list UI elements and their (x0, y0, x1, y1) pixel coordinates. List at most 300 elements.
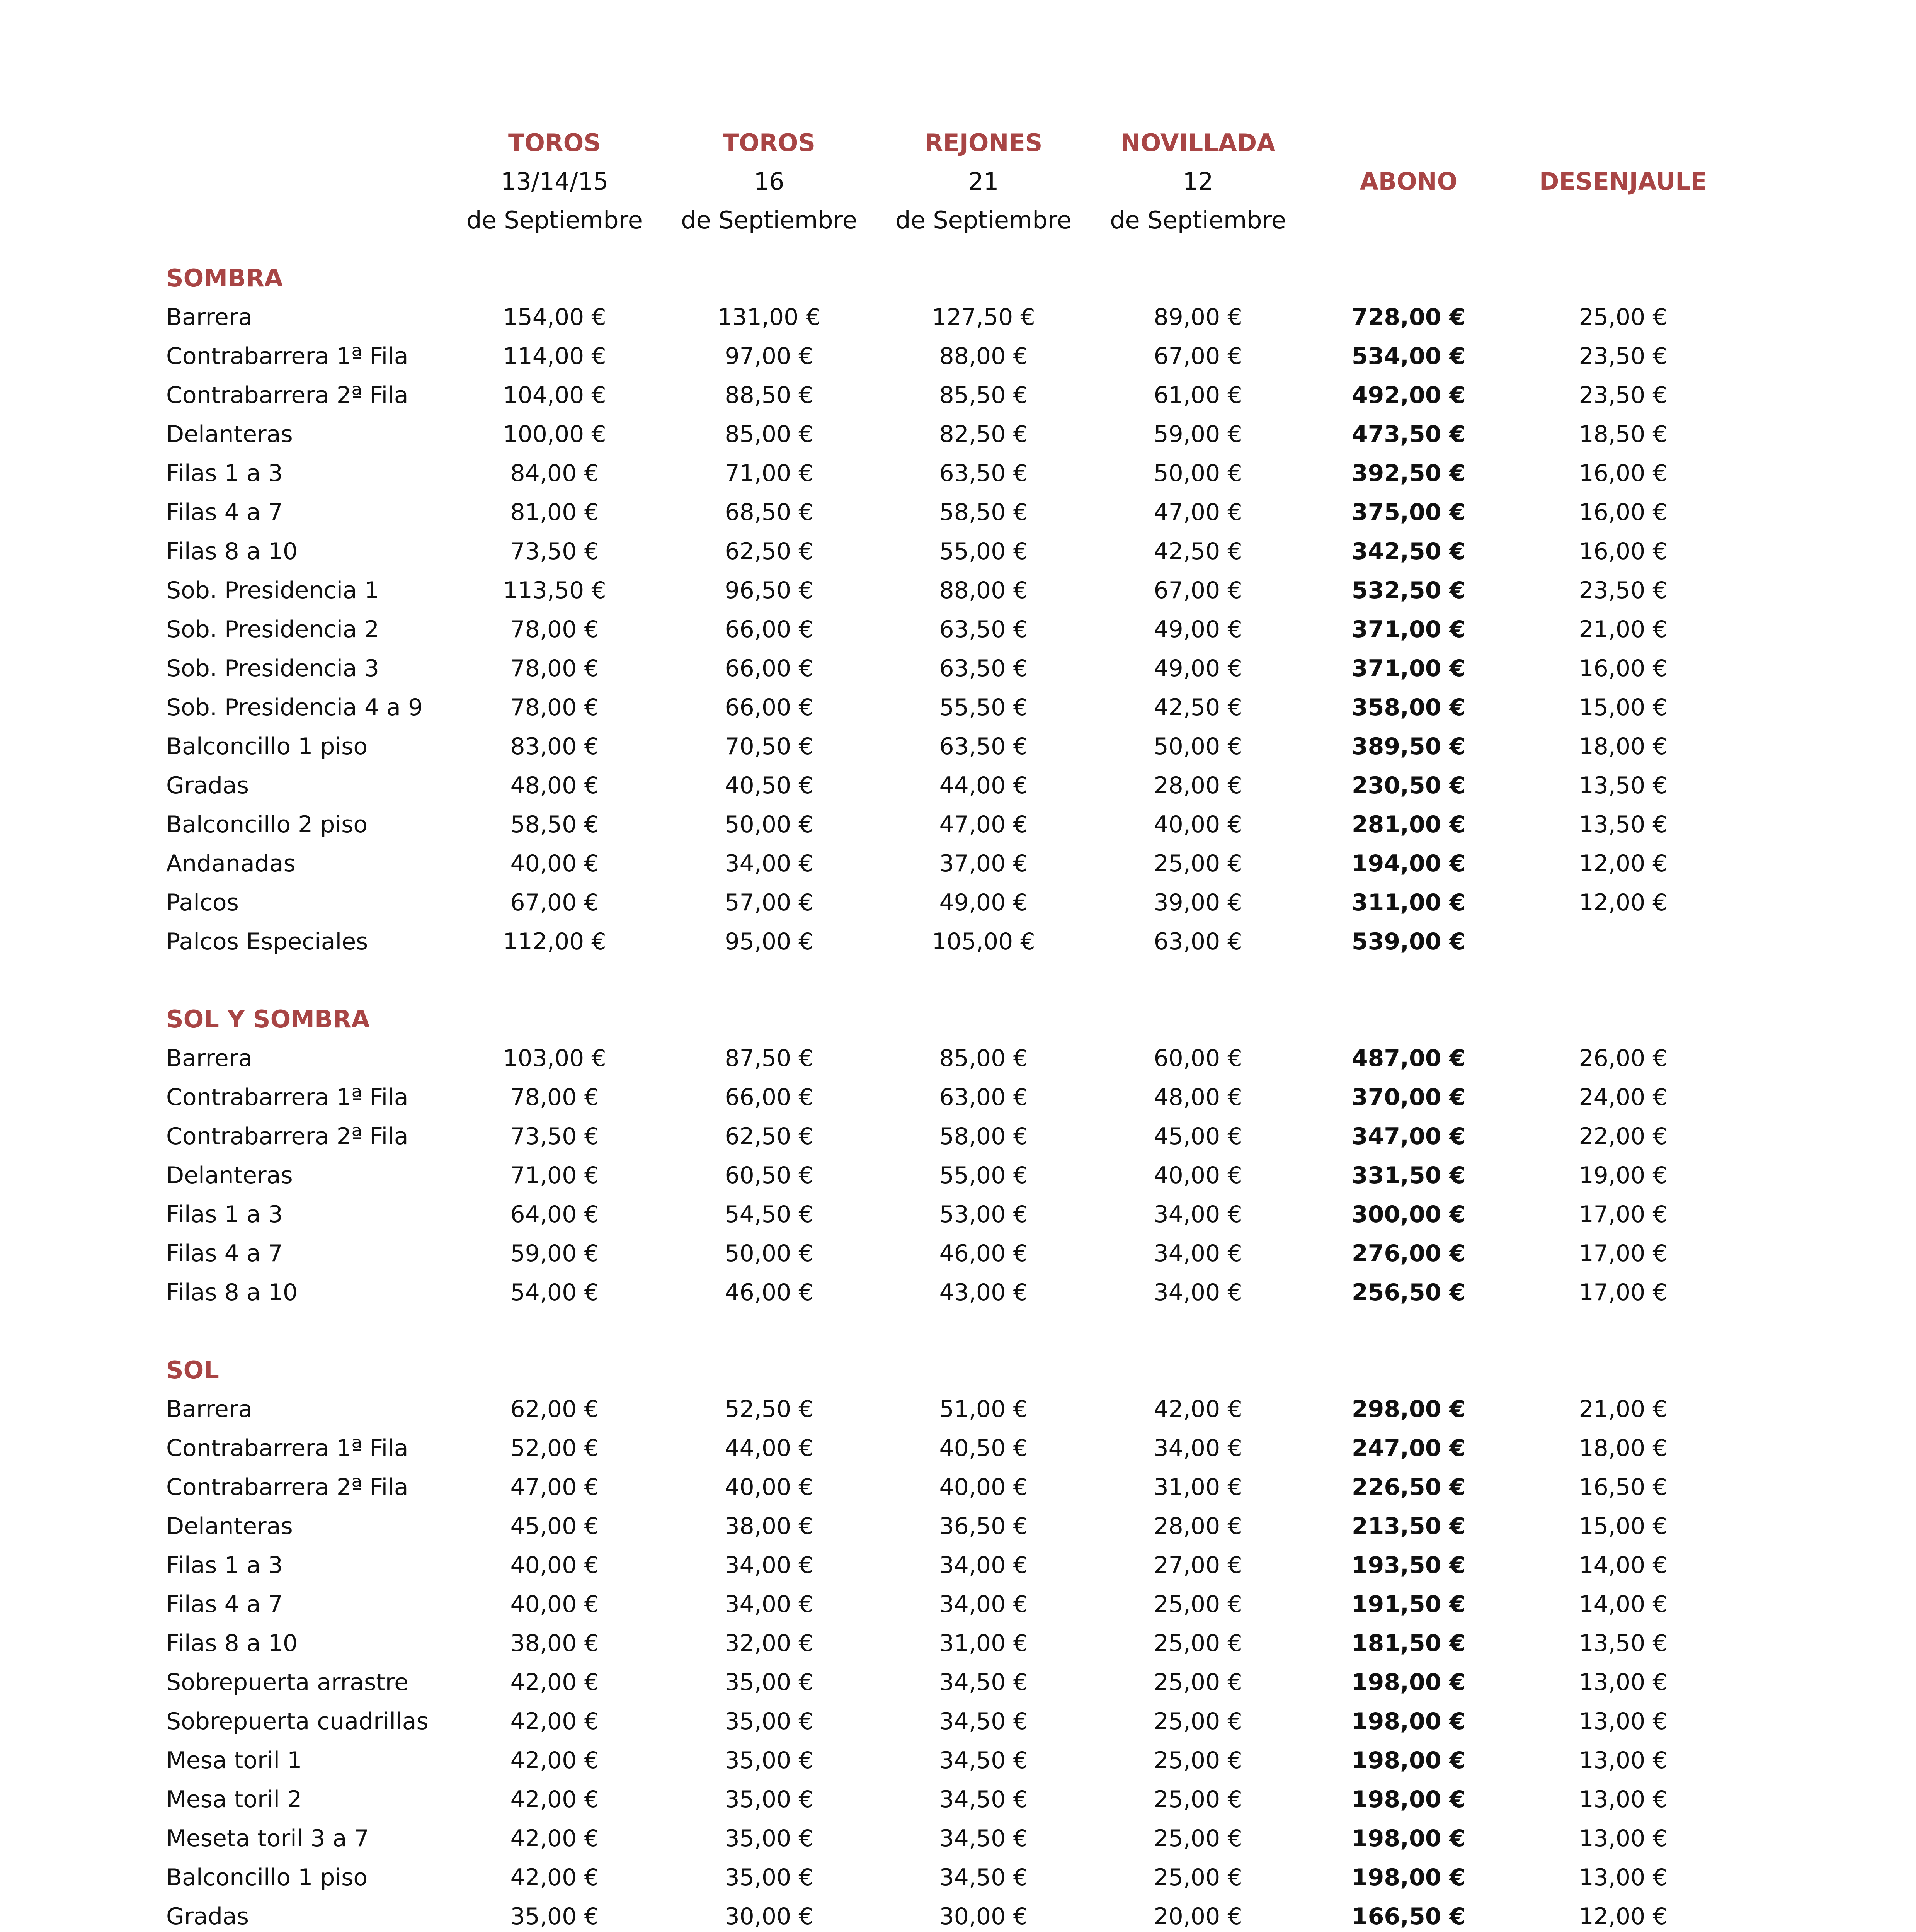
price-cell: 34,00 € (939, 1591, 1028, 1618)
column-header-date: 21 (968, 167, 999, 196)
price-cell: 113,50 € (503, 577, 606, 604)
column-header-title: TOROS (722, 129, 816, 157)
price-cell: 60,50 € (725, 1162, 813, 1189)
price-cell: 16,00 € (1579, 655, 1668, 682)
row-label: Sobrepuerta arrastre (166, 1669, 409, 1696)
table-row (0, 298, 1916, 337)
price-cell: 34,00 € (1154, 1279, 1242, 1306)
price-cell: 66,00 € (725, 655, 813, 682)
price-cell: 67,00 € (1154, 343, 1242, 370)
price-cell: 70,50 € (725, 733, 813, 760)
column-header-month: de Septiembre (466, 206, 643, 234)
price-cell: 66,00 € (725, 616, 813, 643)
price-cell: 95,00 € (725, 928, 813, 955)
abono-price: 198,00 € (1351, 1747, 1466, 1774)
row-label: Contrabarrera 1ª Fila (166, 1435, 408, 1462)
price-cell: 31,00 € (939, 1630, 1028, 1657)
row-label: Mesa toril 1 (166, 1747, 302, 1774)
price-cell: 42,00 € (510, 1669, 599, 1696)
price-cell: 27,00 € (1154, 1552, 1242, 1579)
price-cell: 34,50 € (939, 1825, 1028, 1852)
abono-price: 191,50 € (1351, 1591, 1466, 1618)
abono-price: 298,00 € (1351, 1396, 1466, 1423)
price-cell: 85,00 € (725, 421, 813, 448)
price-cell: 63,50 € (939, 460, 1028, 487)
table-row (0, 727, 1916, 766)
table-row (0, 1195, 1916, 1234)
table-row (0, 1546, 1916, 1585)
price-cell: 38,00 € (725, 1513, 813, 1540)
price-cell: 40,50 € (939, 1435, 1028, 1462)
price-cell: 100,00 € (503, 421, 606, 448)
price-cell: 48,00 € (510, 772, 599, 799)
table-row (0, 337, 1916, 376)
abono-price: 311,00 € (1351, 889, 1466, 916)
abono-price: 193,50 € (1351, 1552, 1466, 1579)
price-cell: 55,50 € (939, 694, 1028, 721)
table-row (0, 1624, 1916, 1663)
table-row (0, 1897, 1916, 1932)
abono-price: 181,50 € (1351, 1630, 1466, 1657)
row-label: Filas 4 a 7 (166, 1591, 283, 1618)
price-cell: 44,00 € (725, 1435, 813, 1462)
price-cell: 14,00 € (1579, 1552, 1668, 1579)
price-cell: 84,00 € (510, 460, 599, 487)
price-cell: 48,00 € (1154, 1084, 1242, 1111)
abono-price: 198,00 € (1351, 1669, 1466, 1696)
abono-price: 389,50 € (1351, 733, 1466, 760)
price-cell: 40,00 € (510, 1552, 599, 1579)
table-row (0, 1429, 1916, 1468)
price-cell: 78,00 € (510, 694, 599, 721)
abono-price: 281,00 € (1351, 811, 1466, 838)
price-cell: 55,00 € (939, 1162, 1028, 1189)
price-cell: 16,00 € (1579, 499, 1668, 526)
price-cell: 34,00 € (1154, 1201, 1242, 1228)
price-cell: 49,00 € (1154, 616, 1242, 643)
row-label: Contrabarrera 2ª Fila (166, 382, 408, 409)
price-cell: 25,00 € (1154, 1786, 1242, 1813)
price-cell: 71,00 € (725, 460, 813, 487)
table-row (0, 922, 1916, 961)
table-row (0, 1741, 1916, 1780)
abono-price: 300,00 € (1351, 1201, 1466, 1228)
abono-price: 342,50 € (1351, 538, 1466, 565)
abono-price: 213,50 € (1351, 1513, 1466, 1540)
price-cell: 57,00 € (725, 889, 813, 916)
abono-price: 198,00 € (1351, 1786, 1466, 1813)
price-cell: 64,00 € (510, 1201, 599, 1228)
price-cell: 63,50 € (939, 616, 1028, 643)
abono-price: 728,00 € (1351, 304, 1466, 331)
row-label: Contrabarrera 1ª Fila (166, 343, 408, 370)
row-label: Filas 8 a 10 (166, 538, 298, 565)
row-label: Barrera (166, 304, 253, 331)
price-cell: 40,00 € (1154, 811, 1242, 838)
price-cell: 42,00 € (510, 1786, 599, 1813)
abono-price: 226,50 € (1351, 1474, 1466, 1501)
table-row (0, 766, 1916, 805)
row-label: Sobrepuerta cuadrillas (166, 1708, 429, 1735)
price-cell: 36,50 € (939, 1513, 1028, 1540)
price-cell: 54,00 € (510, 1279, 599, 1306)
price-cell: 58,50 € (939, 499, 1028, 526)
row-label: Mesa toril 2 (166, 1786, 302, 1813)
price-cell: 43,00 € (939, 1279, 1028, 1306)
price-cell: 50,00 € (1154, 733, 1242, 760)
price-cell: 54,50 € (725, 1201, 813, 1228)
price-cell: 34,50 € (939, 1786, 1028, 1813)
column-header-date: 13/14/15 (500, 167, 609, 196)
price-cell: 25,00 € (1154, 1669, 1242, 1696)
table-row (0, 649, 1916, 688)
table-row (0, 493, 1916, 532)
price-cell: 25,00 € (1154, 1591, 1242, 1618)
price-cell: 16,00 € (1579, 538, 1668, 565)
column-header-title: REJONES (924, 129, 1043, 157)
row-label: Filas 8 a 10 (166, 1630, 298, 1657)
abono-price: 247,00 € (1351, 1435, 1466, 1462)
price-cell: 42,00 € (1154, 1396, 1242, 1423)
row-label: Gradas (166, 772, 249, 799)
price-cell: 66,00 € (725, 1084, 813, 1111)
table-row (0, 844, 1916, 883)
price-cell: 14,00 € (1579, 1591, 1668, 1618)
price-cell: 42,00 € (510, 1864, 599, 1891)
price-cell: 25,00 € (1154, 1708, 1242, 1735)
price-cell: 13,00 € (1579, 1864, 1668, 1891)
table-row (0, 1819, 1916, 1858)
price-cell: 25,00 € (1154, 1747, 1242, 1774)
price-cell: 15,00 € (1579, 694, 1668, 721)
price-cell: 47,00 € (1154, 499, 1242, 526)
abono-price: 487,00 € (1351, 1045, 1466, 1072)
price-cell: 88,00 € (939, 343, 1028, 370)
table-row (0, 1663, 1916, 1702)
price-cell: 12,00 € (1579, 850, 1668, 877)
price-cell: 40,00 € (939, 1474, 1028, 1501)
price-cell: 19,00 € (1579, 1162, 1668, 1189)
price-cell: 82,50 € (939, 421, 1028, 448)
price-cell: 13,50 € (1579, 772, 1668, 799)
price-cell: 127,50 € (932, 304, 1035, 331)
table-row (0, 1078, 1916, 1117)
row-label: Filas 1 a 3 (166, 460, 283, 487)
price-cell: 13,50 € (1579, 1630, 1668, 1657)
price-cell: 12,00 € (1579, 1903, 1668, 1930)
price-cell: 25,00 € (1154, 1864, 1242, 1891)
price-cell: 39,00 € (1154, 889, 1242, 916)
column-header-date: 12 (1183, 167, 1213, 196)
price-cell: 35,00 € (725, 1864, 813, 1891)
column-header-title: DESENJAULE (1539, 167, 1707, 196)
price-cell: 42,00 € (510, 1708, 599, 1735)
row-label: Meseta toril 3 a 7 (166, 1825, 369, 1852)
abono-price: 371,00 € (1351, 655, 1466, 682)
abono-price: 256,50 € (1351, 1279, 1466, 1306)
row-label: Gradas (166, 1903, 249, 1930)
price-cell: 63,50 € (939, 733, 1028, 760)
price-cell: 62,50 € (725, 1123, 813, 1150)
column-header-month: de Septiembre (895, 206, 1072, 234)
price-cell: 49,00 € (1154, 655, 1242, 682)
table-row (0, 376, 1916, 415)
price-cell: 42,00 € (510, 1747, 599, 1774)
price-cell: 63,00 € (1154, 928, 1242, 955)
table-row (0, 1858, 1916, 1897)
price-cell: 20,00 € (1154, 1903, 1242, 1930)
abono-price: 230,50 € (1351, 772, 1466, 799)
table-row (0, 1507, 1916, 1546)
price-cell: 50,00 € (725, 811, 813, 838)
price-cell: 60,00 € (1154, 1045, 1242, 1072)
table-row (0, 1585, 1916, 1624)
table-row (0, 883, 1916, 922)
price-cell: 40,00 € (725, 1474, 813, 1501)
row-label: Filas 8 a 10 (166, 1279, 298, 1306)
table-row (0, 1702, 1916, 1741)
column-header-title: TOROS (508, 129, 601, 157)
abono-price: 473,50 € (1351, 421, 1466, 448)
row-label: Palcos Especiales (166, 928, 368, 955)
price-cell: 30,00 € (939, 1903, 1028, 1930)
price-cell: 18,50 € (1579, 421, 1668, 448)
price-cell: 35,00 € (510, 1903, 599, 1930)
price-cell: 13,00 € (1579, 1747, 1668, 1774)
abono-price: 347,00 € (1351, 1123, 1466, 1150)
abono-price: 198,00 € (1351, 1825, 1466, 1852)
price-cell: 45,00 € (1154, 1123, 1242, 1150)
table-row (0, 1468, 1916, 1507)
price-cell: 21,00 € (1579, 616, 1668, 643)
price-cell: 40,00 € (510, 850, 599, 877)
abono-price: 331,50 € (1351, 1162, 1466, 1189)
abono-price: 371,00 € (1351, 616, 1466, 643)
price-cell: 31,00 € (1154, 1474, 1242, 1501)
price-cell: 34,50 € (939, 1669, 1028, 1696)
table-row (0, 415, 1916, 454)
row-label: Barrera (166, 1396, 253, 1423)
price-cell: 73,50 € (510, 538, 599, 565)
table-row (0, 532, 1916, 571)
table-row (0, 1390, 1916, 1429)
row-label: Delanteras (166, 421, 293, 448)
price-cell: 25,00 € (1579, 304, 1668, 331)
price-cell: 15,00 € (1579, 1513, 1668, 1540)
price-cell: 23,50 € (1579, 577, 1668, 604)
row-label: Andanadas (166, 850, 296, 877)
row-label: Sob. Presidencia 2 (166, 616, 379, 643)
price-cell: 34,00 € (725, 850, 813, 877)
price-cell: 16,00 € (1579, 460, 1668, 487)
price-cell: 83,00 € (510, 733, 599, 760)
price-cell: 53,00 € (939, 1201, 1028, 1228)
table-row (0, 571, 1916, 610)
price-cell: 112,00 € (503, 928, 606, 955)
price-cell: 35,00 € (725, 1747, 813, 1774)
row-label: Contrabarrera 1ª Fila (166, 1084, 408, 1111)
row-label: Balconcillo 1 piso (166, 733, 368, 760)
price-cell: 68,50 € (725, 499, 813, 526)
table-row (0, 1039, 1916, 1078)
section-title: SOMBRA (166, 264, 283, 292)
row-label: Contrabarrera 2ª Fila (166, 1123, 408, 1150)
price-cell: 42,50 € (1154, 538, 1242, 565)
price-cell: 66,00 € (725, 694, 813, 721)
price-cell: 35,00 € (725, 1786, 813, 1813)
price-cell: 21,00 € (1579, 1396, 1668, 1423)
price-cell: 25,00 € (1154, 1825, 1242, 1852)
price-cell: 61,00 € (1154, 382, 1242, 409)
abono-price: 492,00 € (1351, 382, 1466, 409)
price-cell: 30,00 € (725, 1903, 813, 1930)
price-cell: 17,00 € (1579, 1240, 1668, 1267)
price-cell: 34,50 € (939, 1708, 1028, 1735)
abono-price: 198,00 € (1351, 1864, 1466, 1891)
price-cell: 34,00 € (1154, 1435, 1242, 1462)
price-cell: 59,00 € (1154, 421, 1242, 448)
abono-price: 276,00 € (1351, 1240, 1466, 1267)
row-label: Palcos (166, 889, 239, 916)
price-cell: 46,00 € (939, 1240, 1028, 1267)
price-cell: 51,00 € (939, 1396, 1028, 1423)
price-cell: 35,00 € (725, 1708, 813, 1735)
price-cell: 40,50 € (725, 772, 813, 799)
price-cell: 78,00 € (510, 616, 599, 643)
price-cell: 85,00 € (939, 1045, 1028, 1072)
price-cell: 63,00 € (939, 1084, 1028, 1111)
row-label: Delanteras (166, 1162, 293, 1189)
price-cell: 67,00 € (510, 889, 599, 916)
price-cell: 87,50 € (725, 1045, 813, 1072)
price-cell: 35,00 € (725, 1669, 813, 1696)
row-label: Filas 1 a 3 (166, 1552, 283, 1579)
abono-price: 534,00 € (1351, 343, 1466, 370)
row-label: Contrabarrera 2ª Fila (166, 1474, 408, 1501)
price-cell: 52,00 € (510, 1435, 599, 1462)
price-cell: 17,00 € (1579, 1279, 1668, 1306)
price-cell: 154,00 € (503, 304, 606, 331)
price-cell: 17,00 € (1579, 1201, 1668, 1228)
price-cell: 34,00 € (725, 1552, 813, 1579)
price-cell: 50,00 € (725, 1240, 813, 1267)
abono-price: 358,00 € (1351, 694, 1466, 721)
column-header-title: NOVILLADA (1120, 129, 1276, 157)
abono-price: 392,50 € (1351, 460, 1466, 487)
price-cell: 47,00 € (510, 1474, 599, 1501)
abono-price: 370,00 € (1351, 1084, 1466, 1111)
price-cell: 24,00 € (1579, 1084, 1668, 1111)
price-cell: 34,50 € (939, 1747, 1028, 1774)
abono-price: 539,00 € (1351, 928, 1466, 955)
price-cell: 12,00 € (1579, 889, 1668, 916)
price-cell: 55,00 € (939, 538, 1028, 565)
price-cell: 13,50 € (1579, 811, 1668, 838)
price-cell: 78,00 € (510, 655, 599, 682)
price-cell: 34,50 € (939, 1864, 1028, 1891)
row-label: Sob. Presidencia 1 (166, 577, 379, 604)
price-cell: 38,00 € (510, 1630, 599, 1657)
row-label: Balconcillo 2 piso (166, 811, 368, 838)
abono-price: 198,00 € (1351, 1708, 1466, 1735)
price-cell: 34,00 € (725, 1591, 813, 1618)
price-cell: 34,00 € (939, 1552, 1028, 1579)
price-cell: 13,00 € (1579, 1669, 1668, 1696)
price-cell: 40,00 € (510, 1591, 599, 1618)
price-cell: 89,00 € (1154, 304, 1242, 331)
price-cell: 25,00 € (1154, 850, 1242, 877)
price-cell: 62,50 € (725, 538, 813, 565)
price-cell: 45,00 € (510, 1513, 599, 1540)
price-cell: 114,00 € (503, 343, 606, 370)
price-cell: 105,00 € (932, 928, 1035, 955)
abono-price: 532,50 € (1351, 577, 1466, 604)
row-label: Sob. Presidencia 4 a 9 (166, 694, 423, 721)
price-cell: 78,00 € (510, 1084, 599, 1111)
column-header-month: de Septiembre (681, 206, 857, 234)
price-cell: 73,50 € (510, 1123, 599, 1150)
row-label: Barrera (166, 1045, 253, 1072)
row-label: Filas 4 a 7 (166, 1240, 283, 1267)
price-cell: 96,50 € (725, 577, 813, 604)
abono-price: 375,00 € (1351, 499, 1466, 526)
price-cell: 35,00 € (725, 1825, 813, 1852)
row-label: Filas 1 a 3 (166, 1201, 283, 1228)
price-cell: 97,00 € (725, 343, 813, 370)
price-cell: 47,00 € (939, 811, 1028, 838)
price-cell: 42,00 € (510, 1825, 599, 1852)
price-cell: 18,00 € (1579, 1435, 1668, 1462)
price-cell: 40,00 € (1154, 1162, 1242, 1189)
table-row (0, 1156, 1916, 1195)
table-row (0, 1780, 1916, 1819)
price-cell: 49,00 € (939, 889, 1028, 916)
price-cell: 13,00 € (1579, 1786, 1668, 1813)
price-cell: 28,00 € (1154, 772, 1242, 799)
row-label: Sob. Presidencia 3 (166, 655, 379, 682)
price-cell: 32,00 € (725, 1630, 813, 1657)
table-row (0, 805, 1916, 844)
price-cell: 37,00 € (939, 850, 1028, 877)
price-cell: 88,50 € (725, 382, 813, 409)
table-row (0, 1234, 1916, 1273)
abono-price: 166,50 € (1351, 1903, 1466, 1930)
price-cell: 22,00 € (1579, 1123, 1668, 1150)
price-cell: 42,50 € (1154, 694, 1242, 721)
price-cell: 26,00 € (1579, 1045, 1668, 1072)
price-cell (1526, 922, 1720, 961)
price-cell: 46,00 € (725, 1279, 813, 1306)
price-cell: 58,00 € (939, 1123, 1028, 1150)
price-cell: 16,50 € (1579, 1474, 1668, 1501)
price-cell: 50,00 € (1154, 460, 1242, 487)
row-label: Delanteras (166, 1513, 293, 1540)
price-cell: 34,00 € (1154, 1240, 1242, 1267)
price-cell: 18,00 € (1579, 733, 1668, 760)
price-cell: 81,00 € (510, 499, 599, 526)
price-cell: 23,50 € (1579, 343, 1668, 370)
price-cell: 59,00 € (510, 1240, 599, 1267)
table-row (0, 688, 1916, 727)
abono-price: 194,00 € (1351, 850, 1466, 877)
section-title: SOL (166, 1356, 219, 1384)
column-header-month: de Septiembre (1110, 206, 1286, 234)
table-row (0, 1273, 1916, 1312)
price-cell: 71,00 € (510, 1162, 599, 1189)
column-header-title: ABONO (1360, 167, 1458, 196)
price-cell: 23,50 € (1579, 382, 1668, 409)
table-row (0, 610, 1916, 649)
